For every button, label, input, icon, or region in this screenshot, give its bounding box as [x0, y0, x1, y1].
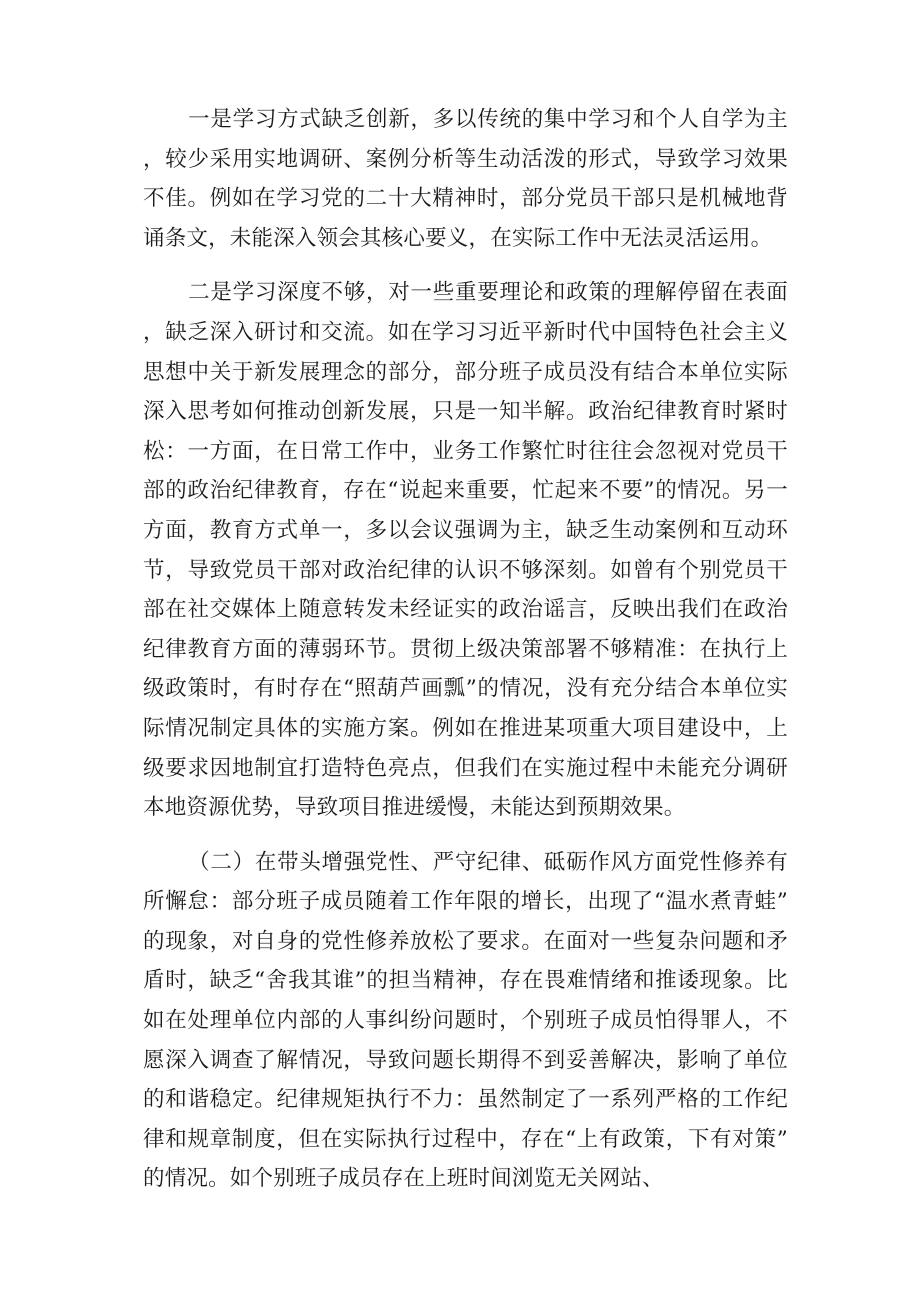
- paragraph-party-discipline: （二）在带头增强党性、严守纪律、砥砺作风方面党性修养有所懈怠：部分班子成员随着工作年限的增长，出现了“温水煮青蛙”的现象，对自身的党性修养放松了要求。在面对一些复杂问题和矛盾时，缺乏“舍我其谁”的担当精神，存在畏难情绪和推诿现象。比如在处理单位内部的人事纠纷问题时，个别班子成员怕得罪人，不愿深入调查了解情况，导致问题长期得不到妥善解决，影响了单位的和谐稳定。纪律规矩执行不力：虽然制定了一系列严格的工作纪律和规章制度，但在实际执行过程中，存在“上有政策，下有对策”的情况。如个别班子成员存在上班时间浏览无关网站、: [143, 849, 788, 1192]
- paragraph-learning-methods: 一是学习方式缺乏创新，多以传统的集中学习和个人自学为主，较少采用实地调研、案例分析等生动活泼的形式，导致学习效果不佳。例如在学习党的二十大精神时，部分党员干部只是机械地背诵条文，未能深入领会其核心要义，在实际工作中无法灵活运用。: [143, 107, 788, 251]
- document-body: [143, 100, 788, 1214]
- paragraph-learning-depth: 二是学习深度不够，对一些重要理论和政策的理解停留在表面，缺乏深入研讨和交流。如在学习习近平新时代中国特色社会主义思想中关于新发展理念的部分，部分班子成员没有结合本单位实际深入思考如何推动创新发展，只是一知半解。政治纪律教育时紧时松：一方面，在日常工作中，业务工作繁忙时往往会忽视对党员干部的政治纪律教育，存在“说起来重要，忙起来不要”的情况。另一方面，教育方式单一，多以会议强调为主，缺乏生动案例和互动环节，导致党员干部对政治纪律的认识不够深刻。如曾有个别党员干部在社交媒体上随意转发未经证实的政治谣言，反映出我们在政治纪律教育方面的薄弱环节。贯彻上级决策部署不够精准：在执行上级政策时，有时存在“照葫芦画瓢”的情况，没有充分结合本单位实际情况制定具体的实施方案。例如在推进某项重大项目建设中，上级要求因地制宜打造特色亮点，但我们在实施过程中未能充分调研本地资源优势，导致项目推进缓慢，未能达到预期效果。: [143, 280, 788, 821]
